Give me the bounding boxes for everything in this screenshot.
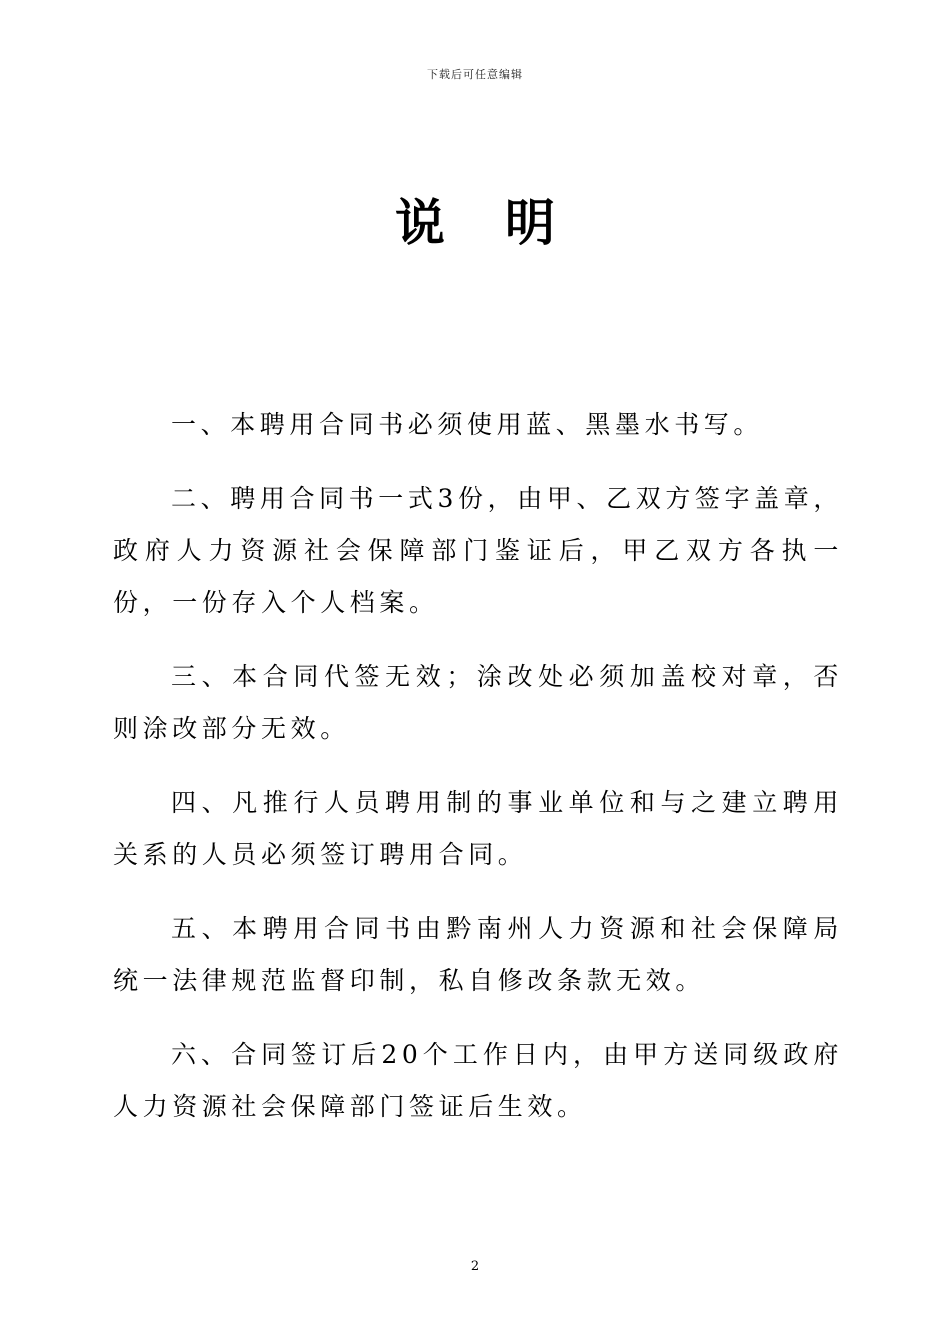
paragraph-5: 五、本聘用合同书由黔南州人力资源和社会保障局统一法律规范监督印制，私自修改条款无效。 [113, 914, 843, 995]
paragraph-2: 二、聘用合同书一式3份，由甲、乙双方签字盖章，政府人力资源社会保障部门鉴证后，甲乙双方各执一份，一份存入个人档案。 [113, 484, 843, 617]
page-number: 2 [470, 1259, 480, 1274]
paragraph-3: 三、本合同代签无效；涂改处必须加盖校对章，否则涂改部分无效。 [113, 662, 843, 743]
paragraph-6: 六、合同签订后20个工作日内，由甲方送同级政府人力资源社会保障部门签证后生效。 [113, 1040, 843, 1121]
document-title: 说明 [395, 193, 615, 252]
paragraph-1: 一、本聘用合同书必须使用蓝、黑墨水书写。 [171, 410, 764, 439]
document-body [113, 399, 843, 1155]
header-note: 下载后可任意编辑 [427, 68, 523, 81]
paragraph-4: 四、凡推行人员聘用制的事业单位和与之建立聘用关系的人员必须签订聘用合同。 [113, 788, 843, 869]
